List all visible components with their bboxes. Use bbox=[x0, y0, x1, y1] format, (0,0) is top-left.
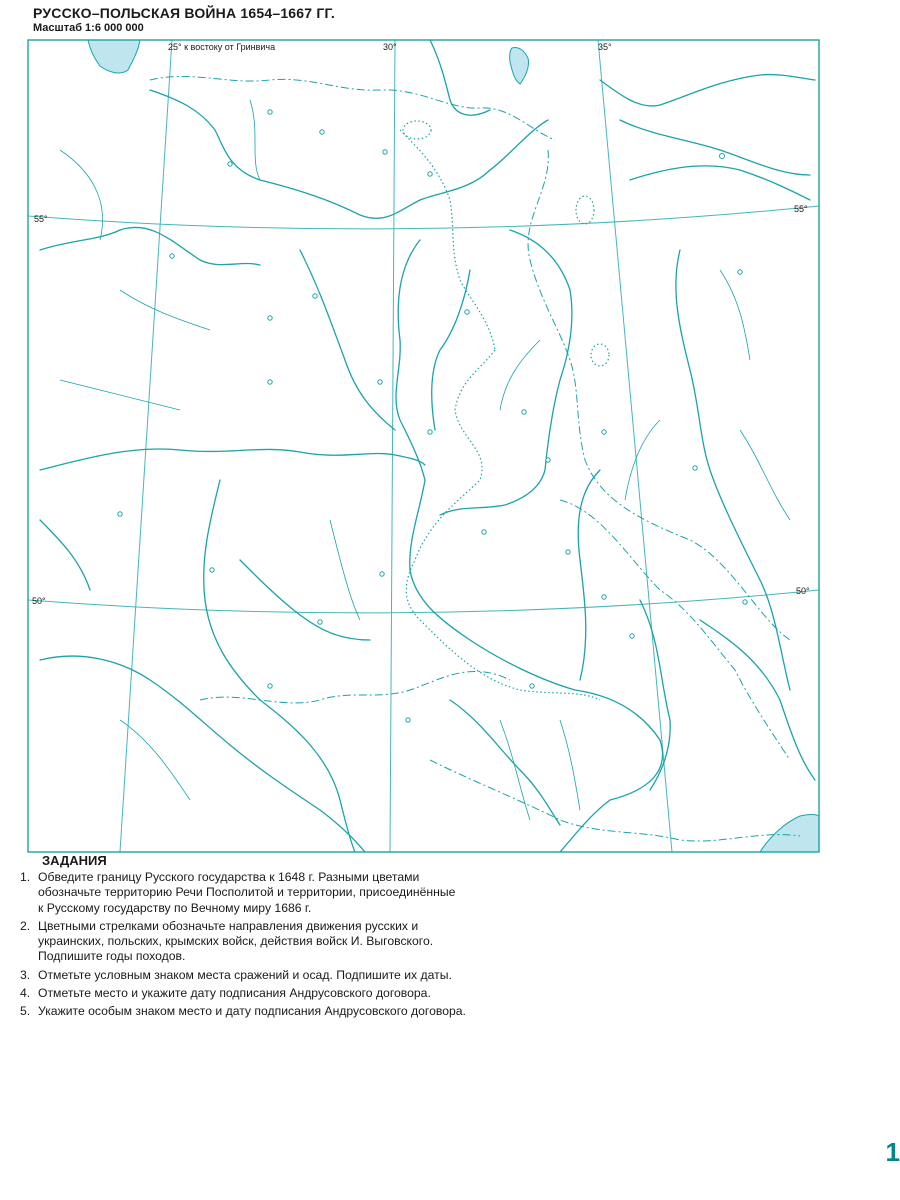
dotted-lake-2 bbox=[576, 196, 594, 224]
city-marker bbox=[378, 380, 382, 384]
map-frame bbox=[28, 40, 819, 852]
city-marker bbox=[743, 600, 747, 604]
city-marker bbox=[602, 430, 606, 434]
river-seim bbox=[578, 470, 600, 680]
meridian-25 bbox=[120, 40, 172, 852]
tributary-6 bbox=[120, 720, 190, 800]
city-marker bbox=[268, 316, 272, 320]
city-marker bbox=[738, 270, 742, 274]
meridian-label-25: 25° к востоку от Гринвича bbox=[168, 42, 276, 52]
city-marker bbox=[320, 130, 324, 134]
city-marker bbox=[602, 595, 606, 599]
task-line: Обведите границу Русского государства к 1648 г. Разными цветами bbox=[38, 870, 420, 884]
river-northeast bbox=[600, 75, 815, 106]
lake-north-water bbox=[510, 47, 529, 84]
city-marker bbox=[693, 466, 697, 470]
city-marker bbox=[118, 512, 122, 516]
tributary-11 bbox=[625, 420, 660, 500]
task-line: обозначьте территорию Речи Посполитой и территории, присоединённые bbox=[38, 885, 456, 900]
river-berezina bbox=[300, 250, 395, 430]
river-sozh bbox=[432, 270, 470, 430]
task-number: 1. bbox=[20, 870, 31, 884]
dotted-border-north bbox=[400, 130, 495, 350]
city-marker bbox=[313, 294, 317, 298]
river-ros bbox=[450, 700, 560, 825]
city-marker bbox=[170, 254, 174, 258]
river-north-lake bbox=[430, 40, 490, 115]
task-line: украинских, польских, крымских войск, действия войск И. Выговского. bbox=[38, 934, 434, 949]
parallel-label-50-right: 50° bbox=[796, 586, 810, 596]
task-line: Подпишите годы походов. bbox=[38, 949, 186, 964]
city-marker bbox=[380, 572, 384, 576]
task-line: Укажите особым знаком место и дату подписания Андрусовского договора. bbox=[38, 1004, 466, 1019]
task-item bbox=[20, 870, 580, 916]
page-number: 1 bbox=[885, 1137, 900, 1167]
tributary-7 bbox=[500, 720, 530, 820]
tasks-heading: ЗАДАНИЯ bbox=[42, 853, 107, 868]
city-marker bbox=[465, 310, 469, 314]
tributary-9 bbox=[720, 270, 750, 360]
dotted-border-south bbox=[420, 620, 600, 700]
task-number: 4. bbox=[20, 986, 31, 1001]
parallel-label-55-right: 55° bbox=[794, 204, 808, 214]
city-marker bbox=[210, 568, 214, 572]
parallel-55 bbox=[28, 206, 819, 229]
border-mid bbox=[560, 500, 790, 760]
map-scale: Масштаб 1:6 000 000 bbox=[33, 22, 144, 34]
task-number: 2. bbox=[20, 918, 31, 933]
tributary-10 bbox=[740, 430, 790, 520]
parallel-label-50-left: 50° bbox=[32, 596, 46, 606]
river-neman bbox=[40, 227, 260, 265]
task-line: Отметьте условным знаком места сражений и осад. Подпишите их даты. bbox=[38, 967, 452, 982]
meridian-35 bbox=[598, 40, 672, 852]
river-desna bbox=[440, 230, 572, 515]
task-line: к Русскому государству по Вечному миру 1686 г. bbox=[38, 900, 312, 915]
city-marker bbox=[482, 530, 486, 534]
river-vistula bbox=[40, 520, 90, 590]
city-marker bbox=[720, 154, 725, 159]
tributary-8 bbox=[560, 720, 580, 810]
parallel-50 bbox=[28, 590, 819, 613]
task-number: 5. bbox=[20, 1004, 31, 1019]
city-marker bbox=[428, 172, 432, 176]
city-marker bbox=[268, 110, 272, 114]
tasks-section bbox=[20, 853, 580, 1023]
river-pripyat bbox=[40, 449, 425, 470]
river-vorskla bbox=[640, 600, 670, 790]
city-marker bbox=[268, 380, 272, 384]
city-marker bbox=[318, 620, 322, 624]
border-east bbox=[528, 150, 790, 640]
border-south bbox=[430, 760, 800, 841]
city-marker bbox=[566, 550, 570, 554]
tributary-5 bbox=[330, 520, 360, 620]
tributary-4 bbox=[60, 380, 180, 410]
meridian-label-30: 30° bbox=[383, 42, 397, 52]
city-marker bbox=[546, 458, 550, 462]
tributary-2 bbox=[250, 100, 260, 180]
city-marker bbox=[530, 684, 534, 688]
river-southern-bug bbox=[204, 480, 355, 852]
task-item bbox=[20, 919, 580, 965]
river-dnieper-tributary-west bbox=[240, 560, 370, 640]
dotted-lake-1 bbox=[403, 121, 431, 139]
task-item bbox=[20, 986, 580, 1001]
river-dniester bbox=[40, 656, 365, 852]
dotted-lake-3 bbox=[591, 344, 609, 366]
city-marker bbox=[630, 634, 634, 638]
river-dnieper bbox=[396, 240, 663, 852]
city-marker bbox=[228, 162, 232, 166]
gulf-water bbox=[88, 40, 140, 73]
meridian-label-35: 35° bbox=[598, 42, 612, 52]
tributary-1 bbox=[60, 150, 103, 240]
river-western-dvina bbox=[150, 90, 548, 218]
city-marker bbox=[428, 430, 432, 434]
task-line: Отметьте место и укажите дату подписания Андрусовского договора. bbox=[38, 986, 431, 1001]
tributary-3 bbox=[120, 290, 210, 330]
task-item bbox=[20, 1004, 580, 1019]
tributary-12 bbox=[500, 340, 540, 410]
task-number: 3. bbox=[20, 967, 31, 982]
map-title: РУССКО–ПОЛЬСКАЯ ВОЙНА 1654–1667 ГГ. bbox=[33, 5, 335, 21]
border-west-south bbox=[200, 671, 510, 702]
city-marker bbox=[268, 684, 272, 688]
river-southeast bbox=[700, 620, 815, 780]
black-sea-water bbox=[760, 815, 819, 853]
city-marker bbox=[383, 150, 387, 154]
task-item bbox=[20, 968, 580, 983]
city-marker bbox=[522, 410, 526, 414]
meridian-30 bbox=[390, 40, 395, 852]
task-line: Цветными стрелками обозначьте направления движения русских и bbox=[38, 918, 419, 933]
border-north bbox=[150, 76, 555, 140]
city-marker bbox=[406, 718, 410, 722]
river-don bbox=[676, 250, 790, 690]
dotted-border-center bbox=[406, 350, 495, 620]
parallel-label-55-left: 55° bbox=[34, 214, 48, 224]
